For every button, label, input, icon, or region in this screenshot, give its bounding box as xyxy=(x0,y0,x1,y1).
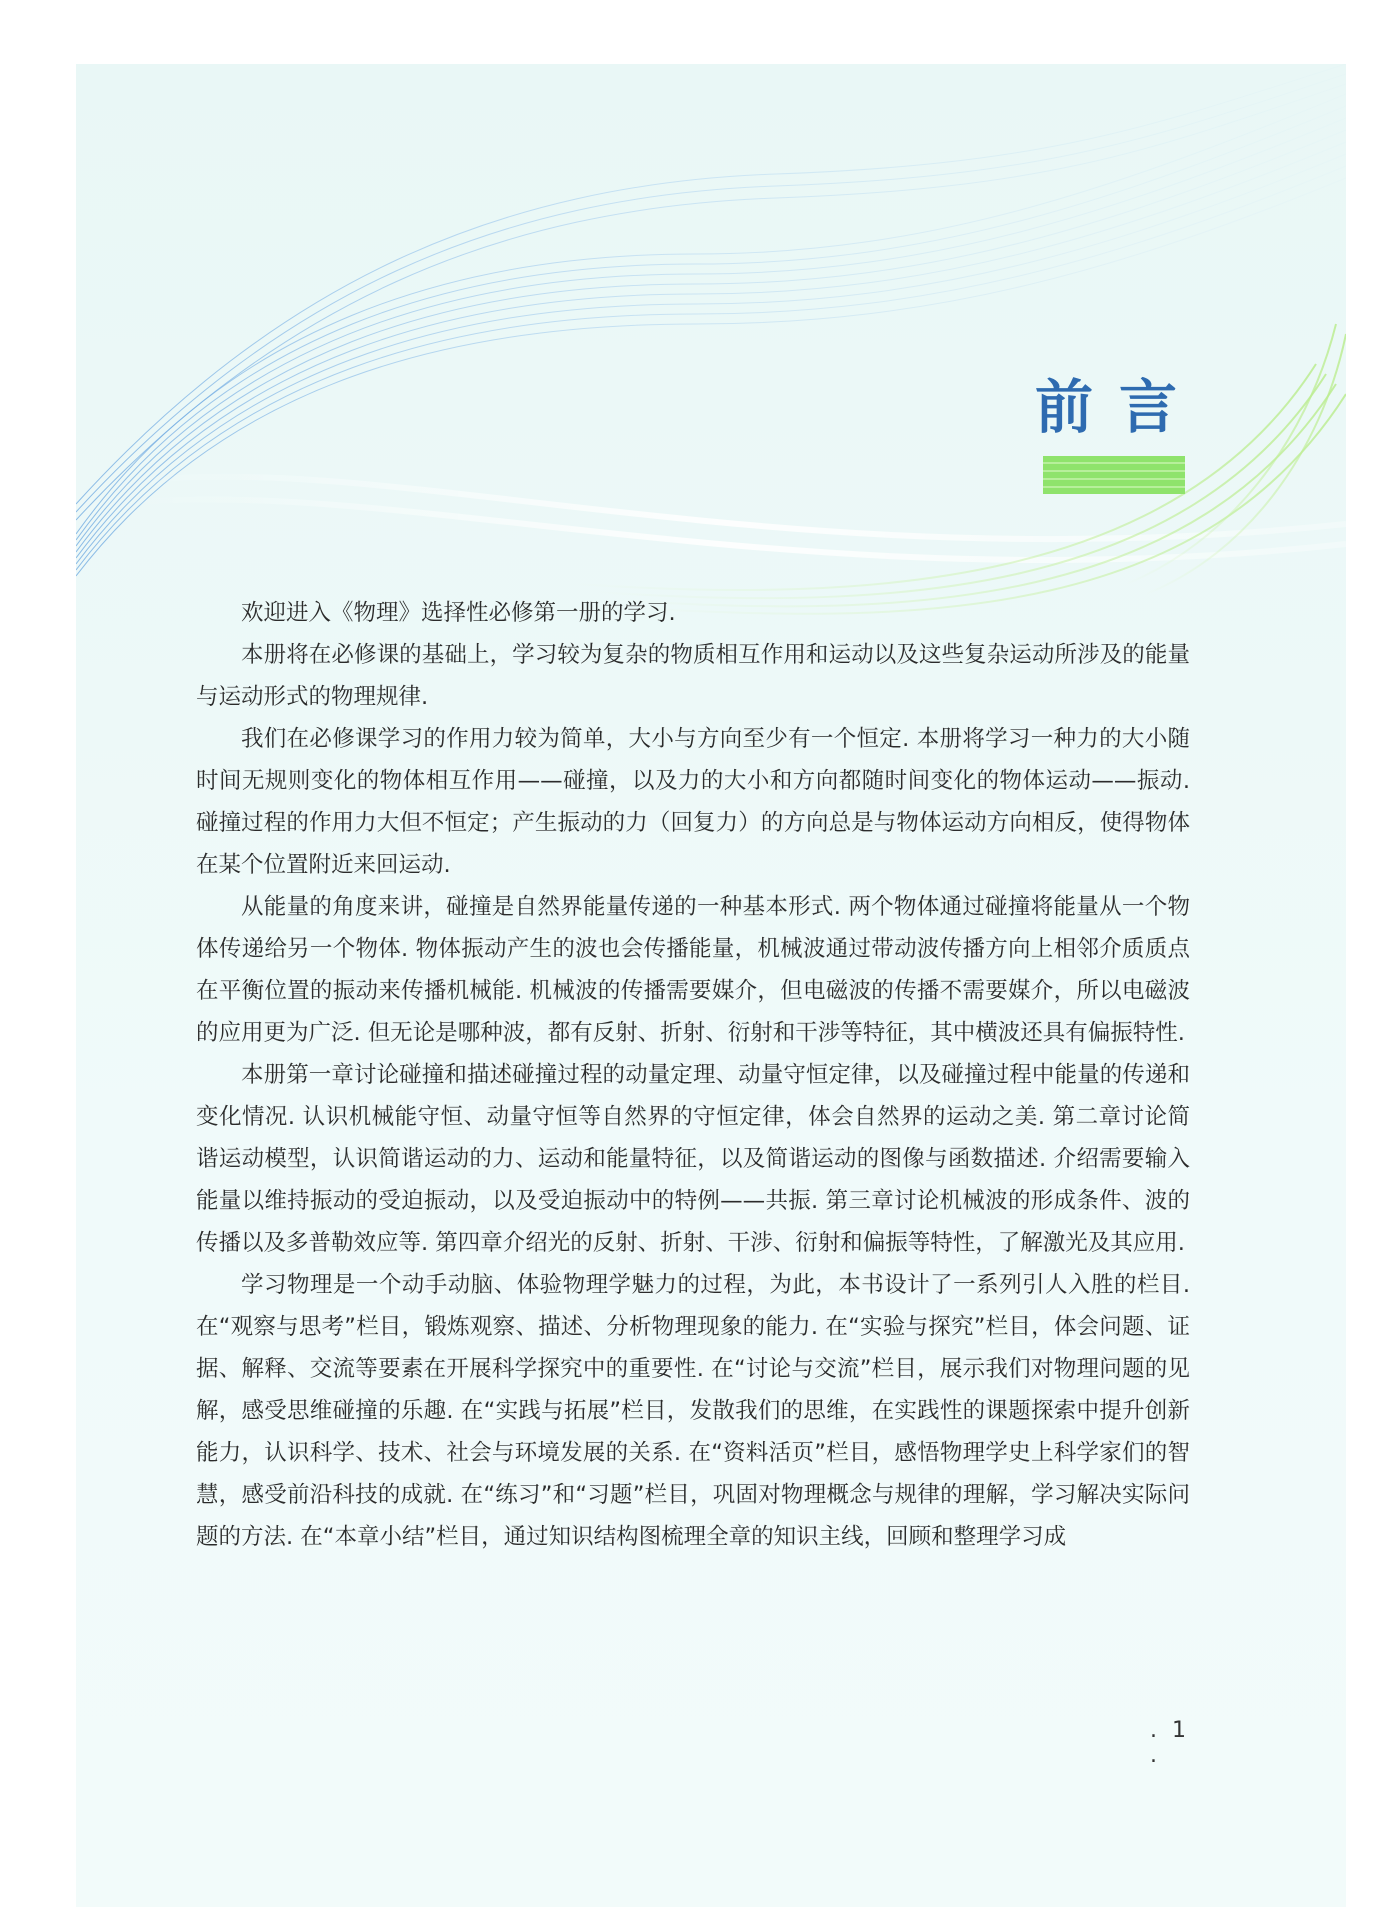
title-underline-bar xyxy=(1043,456,1185,494)
page-title: 前言 xyxy=(1035,373,1204,441)
page-number: . 1 . xyxy=(1150,1718,1190,1768)
decorative-wave-graphic xyxy=(76,64,1346,624)
preface-body xyxy=(196,592,1190,1558)
paragraph: 欢迎进入《物理》选择性必修第一册的学习. xyxy=(241,600,676,626)
paragraph: 我们在必修课学习的作用力较为简单，大小与方向至少有一个恒定. 本册将学习一种力的大小随时间无规则变化的物体相互作用——碰撞，以及力的大小和方向都随时间变化的物体运动——振动. 碰撞过程的作用力大但不恒定；产生振动的力（回复力）的方向总是与物体运动方向相反，使得物体在某个位置附近来回运动. xyxy=(196,726,1190,878)
paragraph: 本册第一章讨论碰撞和描述碰撞过程的动量定理、动量守恒定律，以及碰撞过程中能量的传递和变化情况. 认识机械能守恒、动量守恒等自然界的守恒定律，体会自然界的运动之美. 第二章讨论简谐运动模型，认识简谐运动的力、运动和能量特征，以及简谐运动的图像与函数描述. 介绍需要输入能量以维持振动的受迫振动，以及受迫振动中的特例——共振. 第三章讨论机械波的形成条件、波的传播以及多普勒效应等. 第四章介绍光的反射、折射、干涉、衍射和偏振等特性，了解激光及其应用. xyxy=(196,1062,1190,1256)
paragraph: 本册将在必修课的基础上，学习较为复杂的物质相互作用和运动以及这些复杂运动所涉及的能量与运动形式的物理规律. xyxy=(196,642,1190,710)
paragraph: 学习物理是一个动手动脑、体验物理学魅力的过程，为此，本书设计了一系列引人入胜的栏目. 在“观察与思考”栏目，锻炼观察、描述、分析物理现象的能力. 在“实验与探究”栏目，体会问题、证据、解释、交流等要素在开展科学探究中的重要性. 在“讨论与交流”栏目，展示我们对物理问题的见解，感受思维碰撞的乐趣. 在“实践与拓展”栏目，发散我们的思维，在实践性的课题探索中提升创新能力，认识科学、技术、社会与环境发展的关系. 在“资料活页”栏目，感悟物理学史上科学家们的智慧，感受前沿科技的成就. 在“练习”和“习题”栏目，巩固对物理概念与规律的理解，学习解决实际问题的方法. 在“本章小结”栏目，通过知识结构图梳理全章的知识主线，回顾和整理学习成 xyxy=(196,1272,1190,1550)
paragraph: 从能量的角度来讲，碰撞是自然界能量传递的一种基本形式. 两个物体通过碰撞将能量从一个物体传递给另一个物体. 物体振动产生的波也会传播能量，机械波通过带动波传播方向上相邻介质质点在平衡位置的振动来传播机械能. 机械波的传播需要媒介，但电磁波的传播不需要媒介，所以电磁波的应用更为广泛. 但无论是哪种波，都有反射、折射、衍射和干涉等特征，其中横波还具有偏振特性. xyxy=(196,894,1190,1046)
